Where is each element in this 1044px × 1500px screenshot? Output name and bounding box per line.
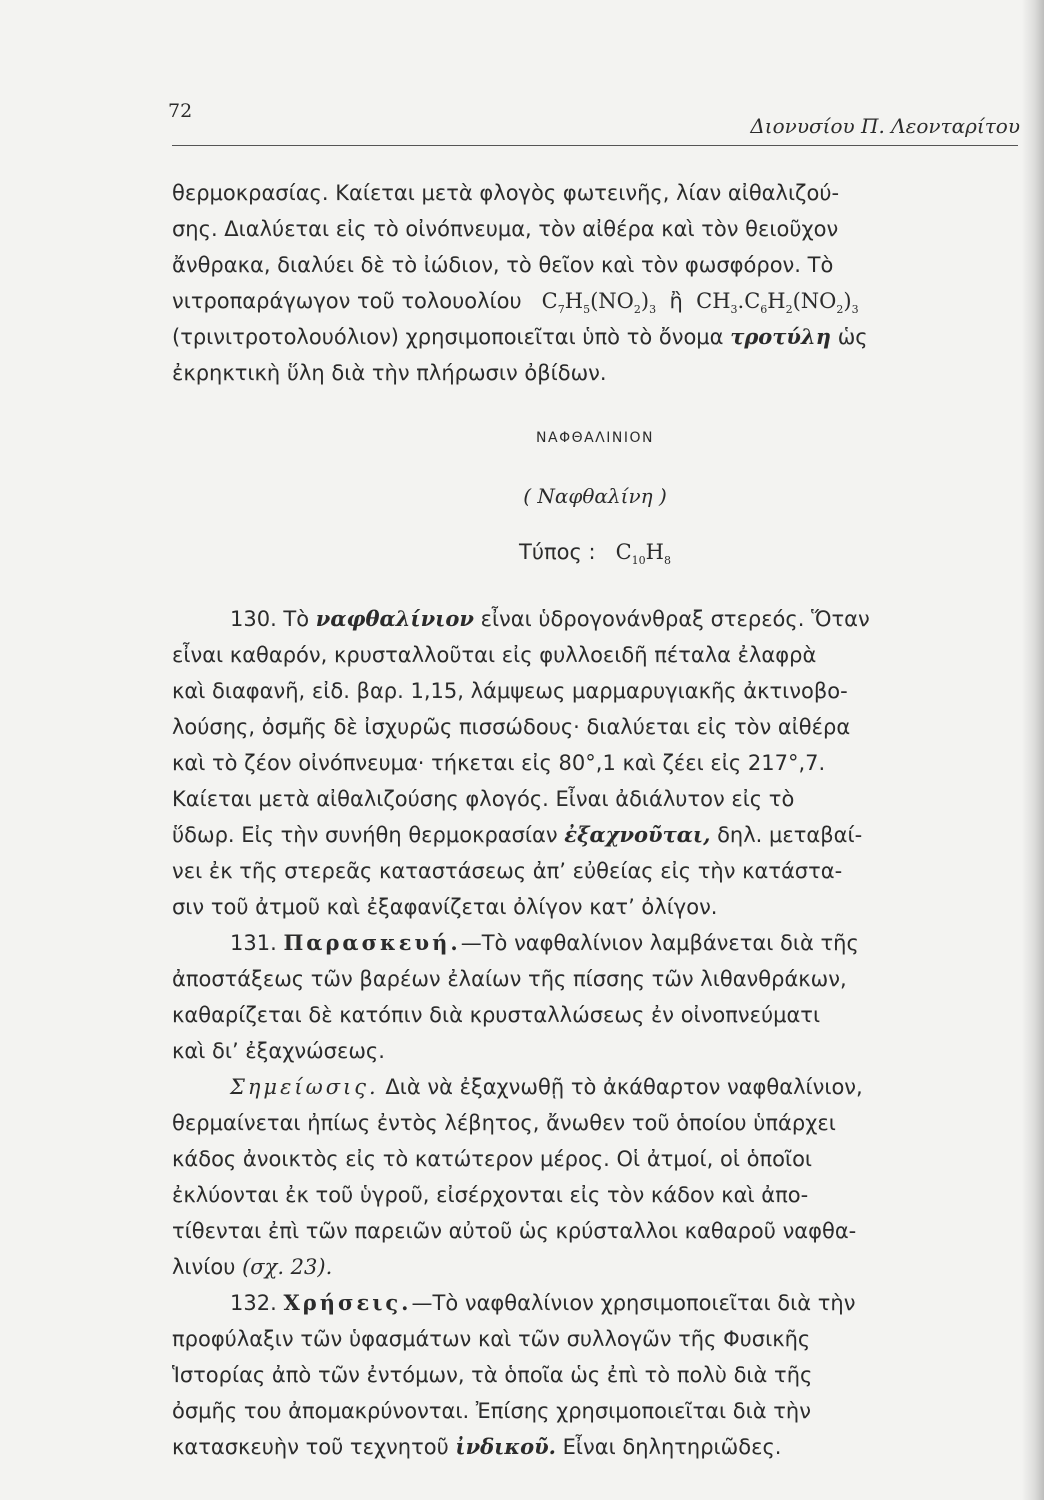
text-line: προφύλαξιν τῶν ὑφασμάτων καὶ τῶν συλλογῶν τῆς Φυσικῆς — [172, 1327, 811, 1351]
section-term-preparation: Παρασκευή. — [283, 930, 461, 955]
section-formula — [172, 540, 1018, 567]
text-segment: —Τὸ ναφθαλίνιον λαμβάνεται διὰ τῆς — [460, 931, 859, 955]
text-line: καθαρίζεται δὲ κατόπιν διὰ κρυσταλλώσεως ἐν οἰνοπνεύματι — [172, 1003, 821, 1027]
page-edge-shadow — [1022, 0, 1044, 1500]
term-naphthalene: ναφθαλίνιον — [315, 606, 474, 631]
term-trotyl: τροτύλη — [730, 324, 831, 349]
text-segment: δηλ. μεταβαί- — [717, 823, 863, 847]
chemical-formula: $C_{10}H_8$ — [602, 540, 671, 568]
text-line: Ἱστορίας ἀπὸ τῶν ἐντόμων, τὰ ὁποῖα ὡς ἐπὶ τὸ πολὺ διὰ τῆς — [172, 1363, 813, 1387]
figure-reference: (σχ. 23). — [242, 1255, 333, 1279]
section-title-caps: ΝΑΦΘΑΛΙΝΙΟΝ — [536, 430, 654, 446]
text-segment: ἢ — [669, 289, 683, 313]
text-line: καὶ δι’ ἐξαχνώσεως. — [172, 1039, 385, 1063]
text-segment: ὡς — [837, 325, 868, 349]
text-line: εἶναι καθαρόν, κρυσταλλοῦται εἰς φυλλοειδῆ πέταλα ἐλαφρὰ — [172, 643, 817, 667]
text-line: ἐκρηκτικὴ ὕλη διὰ τὴν πλήρωσιν ὀβίδων. — [172, 361, 607, 385]
formula-label: Τύπος : — [519, 540, 596, 564]
text-line: θερμαίνεται ἠπίως ἐντὸς λέβητος, ἄνωθεν τοῦ ὁποίου ὑπάρχει — [172, 1111, 836, 1135]
text-line: νει ἐκ τῆς στερεᾶς καταστάσεως ἀπ’ εὐθείας εἰς τὴν κατάστα- — [172, 859, 843, 883]
text-line — [172, 286, 1018, 325]
chemical-formula: $CH_3.C_6H_2(NO_2)_3$ — [689, 289, 859, 317]
chemical-formula: $C_7H_5(NO_2)_3$ — [528, 289, 657, 317]
text-line: καὶ διαφανῆ, εἰδ. βαρ. 1,15, λάμψεως μαρμαρυγιακῆς ἀκτινοβο- — [172, 679, 848, 703]
text-line — [172, 604, 1018, 634]
text-line — [172, 1288, 1018, 1318]
text-segment: εἶναι ὑδρογονάνθραξ στερεός. Ὅταν — [480, 607, 870, 631]
note-label: Σημείωσις. — [230, 1075, 379, 1099]
term-sublimes: ἐξαχνοῦται, — [564, 822, 711, 847]
text-line — [172, 820, 1018, 850]
text-line: σης. Διαλύεται εἰς τὸ οἰνόπνευμα, τὸν αἰθέρα καὶ τὸν θειοῦχον — [172, 217, 839, 241]
text-line: ὀσμῆς του ἀπομακρύνονται. Ἐπίσης χρησιμοποιεῖται διὰ τὴν — [172, 1399, 811, 1423]
text-line — [172, 1252, 1018, 1282]
text-line: ἐκλύονται ἐκ τοῦ ὑγροῦ, εἰσέρχονται εἰς τὸν κάδον καὶ ἀπο- — [172, 1183, 809, 1207]
text-segment: λινίου — [172, 1255, 236, 1279]
text-line: λούσης, ὀσμῆς δὲ ἰσχυρῶς πισσώδους· διαλύεται εἰς τὸν αἰθέρα — [172, 715, 851, 739]
text-line: τίθενται ἐπὶ τῶν παρειῶν αὐτοῦ ὡς κρύσταλλοι καθαροῦ ναφθα- — [172, 1219, 857, 1243]
text-line: ἀποστάξεως τῶν βαρέων ἐλαίων τῆς πίσσης τῶν λιθανθράκων, — [172, 967, 847, 991]
text-line: καὶ τὸ ζέον οἰνόπνευμα· τήκεται εἰς 80°,1 καὶ ζέει εἰς 217°,7. — [172, 751, 826, 775]
term-indigo: ἰνδικοῦ. — [455, 1434, 556, 1459]
section-term-uses: Χρήσεις. — [283, 1290, 412, 1315]
paragraph-number: 132. — [230, 1291, 277, 1315]
page-number: 72 — [168, 100, 193, 122]
paragraph-number: 130. Τὸ — [230, 607, 310, 631]
text-line: σιν τοῦ ἀτμοῦ καὶ ἐξαφανίζεται ὀλίγον κατ’ ὀλίγον. — [172, 895, 718, 919]
text-segment: νιτροπαράγωγον τοῦ τολουολίου — [172, 289, 522, 313]
text-line: ἄνθρακα, διαλύει δὲ τὸ ἰώδιον, τὸ θεῖον καὶ τὸν φωσφόρον. Τὸ — [172, 253, 834, 277]
text-segment: (τρινιτροτολουόλιον) χρησιμοποιεῖται ὑπὸ τὸ ὄνομα — [172, 325, 724, 349]
text-line: κάδος ἀνοικτὸς εἰς τὸ κατώτερον μέρος. Οἱ ἀτμοί, οἱ ὁποῖοι — [172, 1147, 813, 1171]
text-segment: Διὰ νὰ ἐξαχνωθῇ τὸ ἀκάθαρτον ναφθαλίνιον, — [385, 1075, 863, 1099]
text-line — [172, 1432, 1018, 1462]
text-segment: ὕδωρ. Εἰς τὴν συνήθη θερμοκρασίαν — [172, 823, 558, 847]
text-line — [172, 322, 1018, 352]
text-line: θερμοκρασίας. Καίεται μετὰ φλογὸς φωτεινῆς, λίαν αἰθαλιζού- — [172, 181, 840, 205]
text-line — [172, 1072, 1018, 1102]
text-segment: Εἶναι δηλητηριῶδες. — [562, 1435, 782, 1459]
text-line: Καίεται μετὰ αἰθαλιζούσης φλογός. Εἶναι ἀδιάλυτον εἰς τὸ — [172, 787, 795, 811]
text-segment: κατασκευὴν τοῦ τεχνητοῦ — [172, 1435, 449, 1459]
text-line — [172, 928, 1018, 958]
header-rule — [172, 145, 1018, 146]
text-segment: —Τὸ ναφθαλίνιον χρησιμοποιεῖται διὰ τὴν — [411, 1291, 856, 1315]
running-header-author: Διονυσίου Π. Λεονταρίτου — [750, 114, 1020, 138]
section-title-italic: ( Ναφθαλίνη ) — [523, 484, 667, 508]
paragraph-number: 131. — [230, 931, 277, 955]
